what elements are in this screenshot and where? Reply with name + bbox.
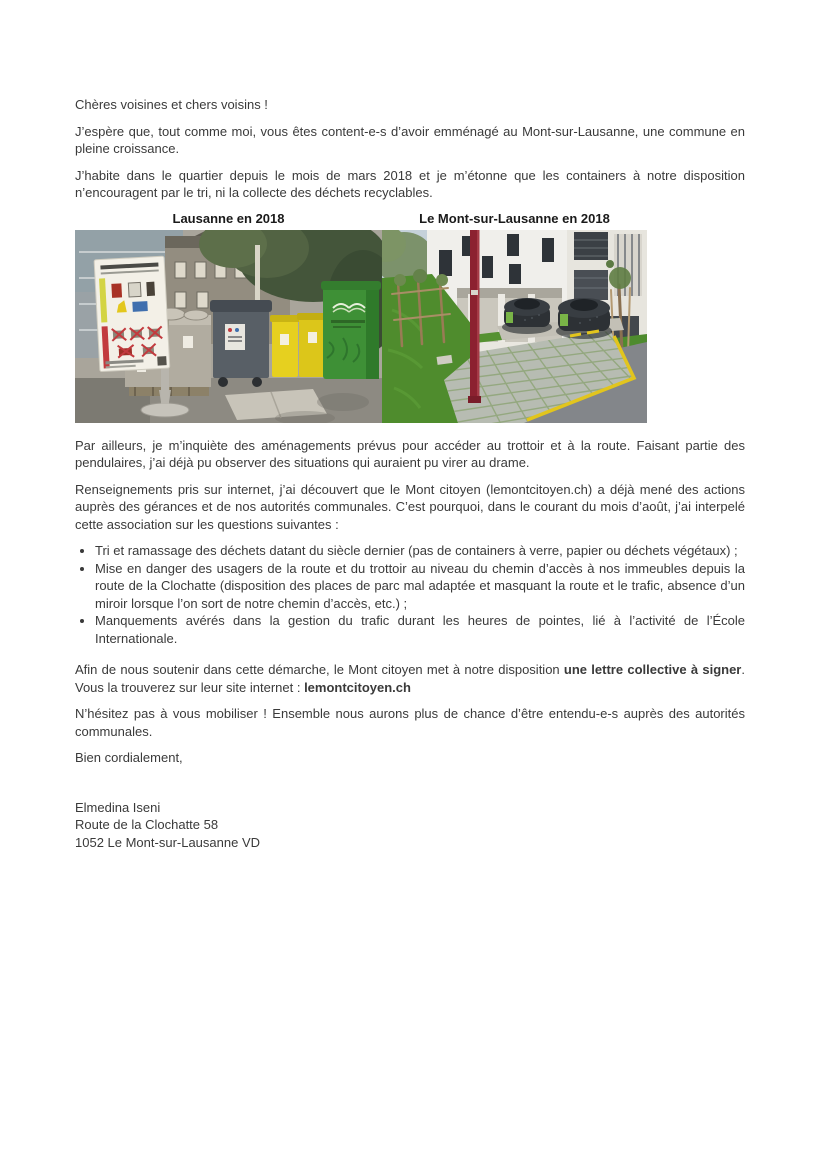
gray-wheeled-bin — [210, 300, 272, 387]
petition-website: lemontcitoyen.ch — [304, 679, 411, 695]
figure-mont — [382, 211, 647, 423]
list-item: • Tri et ramassage des déchets datant du siècle dernier (pas de containers à verre, papier ou déchets végétaux) ; — [95, 542, 745, 560]
paragraph-mobilisation: N’hésitez pas à vous mobiliser ! Ensemble nous aurons plus de chance d’être entendu-e-s auprès des autorités communales. — [75, 706, 745, 739]
figure-lausanne — [75, 211, 382, 423]
photo-mont-2018 — [382, 230, 647, 423]
petition-text-mid: . Vous la trouverez sur leur site internet : — [75, 662, 745, 695]
signature-name: Elmedina Iseni — [75, 799, 161, 815]
petition-bold-lettre: une lettre collective à signer — [563, 662, 742, 677]
yellow-bins — [270, 313, 329, 377]
signature-block — [75, 799, 745, 852]
paragraph-petition — [75, 661, 745, 696]
valediction: Bien cordialement, — [75, 750, 183, 765]
signature-street: Route de la Clochatte 58 — [75, 817, 219, 832]
photo-lausanne-2018 — [75, 230, 382, 423]
photo-comparison — [75, 211, 745, 423]
issues-list — [75, 542, 745, 647]
paragraph-safety: Par ailleurs, je m’inquiète des aménagements prévus pour accéder au trottoir et à la route. Faisant partie des pendulaires, j’ai déjà pu observer des situations qui auraient pu virer au drame. — [75, 437, 745, 470]
paragraph-intro: J’espère que, tout comme moi, vous êtes content-e-s d’avoir emménagé au Mont-sur-Lausanne, une commune en pleine croissance. — [75, 123, 745, 156]
letter-body — [75, 96, 745, 851]
list-item: • Mise en danger des usagers de la route et du trottoir au niveau du chemin d’accès à nos immeubles depuis la route de la Clochatte (disposition des places de parc mal adaptée et masquant la route et le trafic, absence d’un miroir lorsque l’on sort de notre chemin d’accès, etc.) ; — [95, 560, 745, 613]
paragraph-montcitoyen: Renseignements pris sur internet, j’ai découvert que le Mont citoyen (lemontcitoyen.ch) a déjà mené des actions auprès des gérances et de nos autorités communales. C’est pourquoi, dans le courant du mois d’août, j’ai interpelé cette association sur les questions suivantes : — [75, 481, 745, 532]
list-item: • Manquements avérés dans la gestion du trafic durant les heures de pointes, lié à l’activité de l’École Internationale. — [95, 612, 745, 647]
caption-lausanne: Lausanne en 2018 — [172, 210, 285, 226]
signature-city: 1052 Le Mont-sur-Lausanne VD — [75, 834, 261, 850]
paragraph-containers: J’habite dans le quartier depuis le mois de mars 2018 et je m’étonne que les containers à notre disposition n’encouragent par le tri, ni la collecte des déchets recyclables. — [75, 167, 745, 200]
petition-text: Afin de nous soutenir dans cette démarche, le Mont citoyen met à notre disposition — [75, 662, 564, 677]
caption-mont: Le Mont-sur-Lausanne en 2018 — [419, 210, 610, 226]
green-textile-container — [321, 281, 381, 379]
salutation: Chères voisines et chers voisins ! — [75, 97, 268, 112]
